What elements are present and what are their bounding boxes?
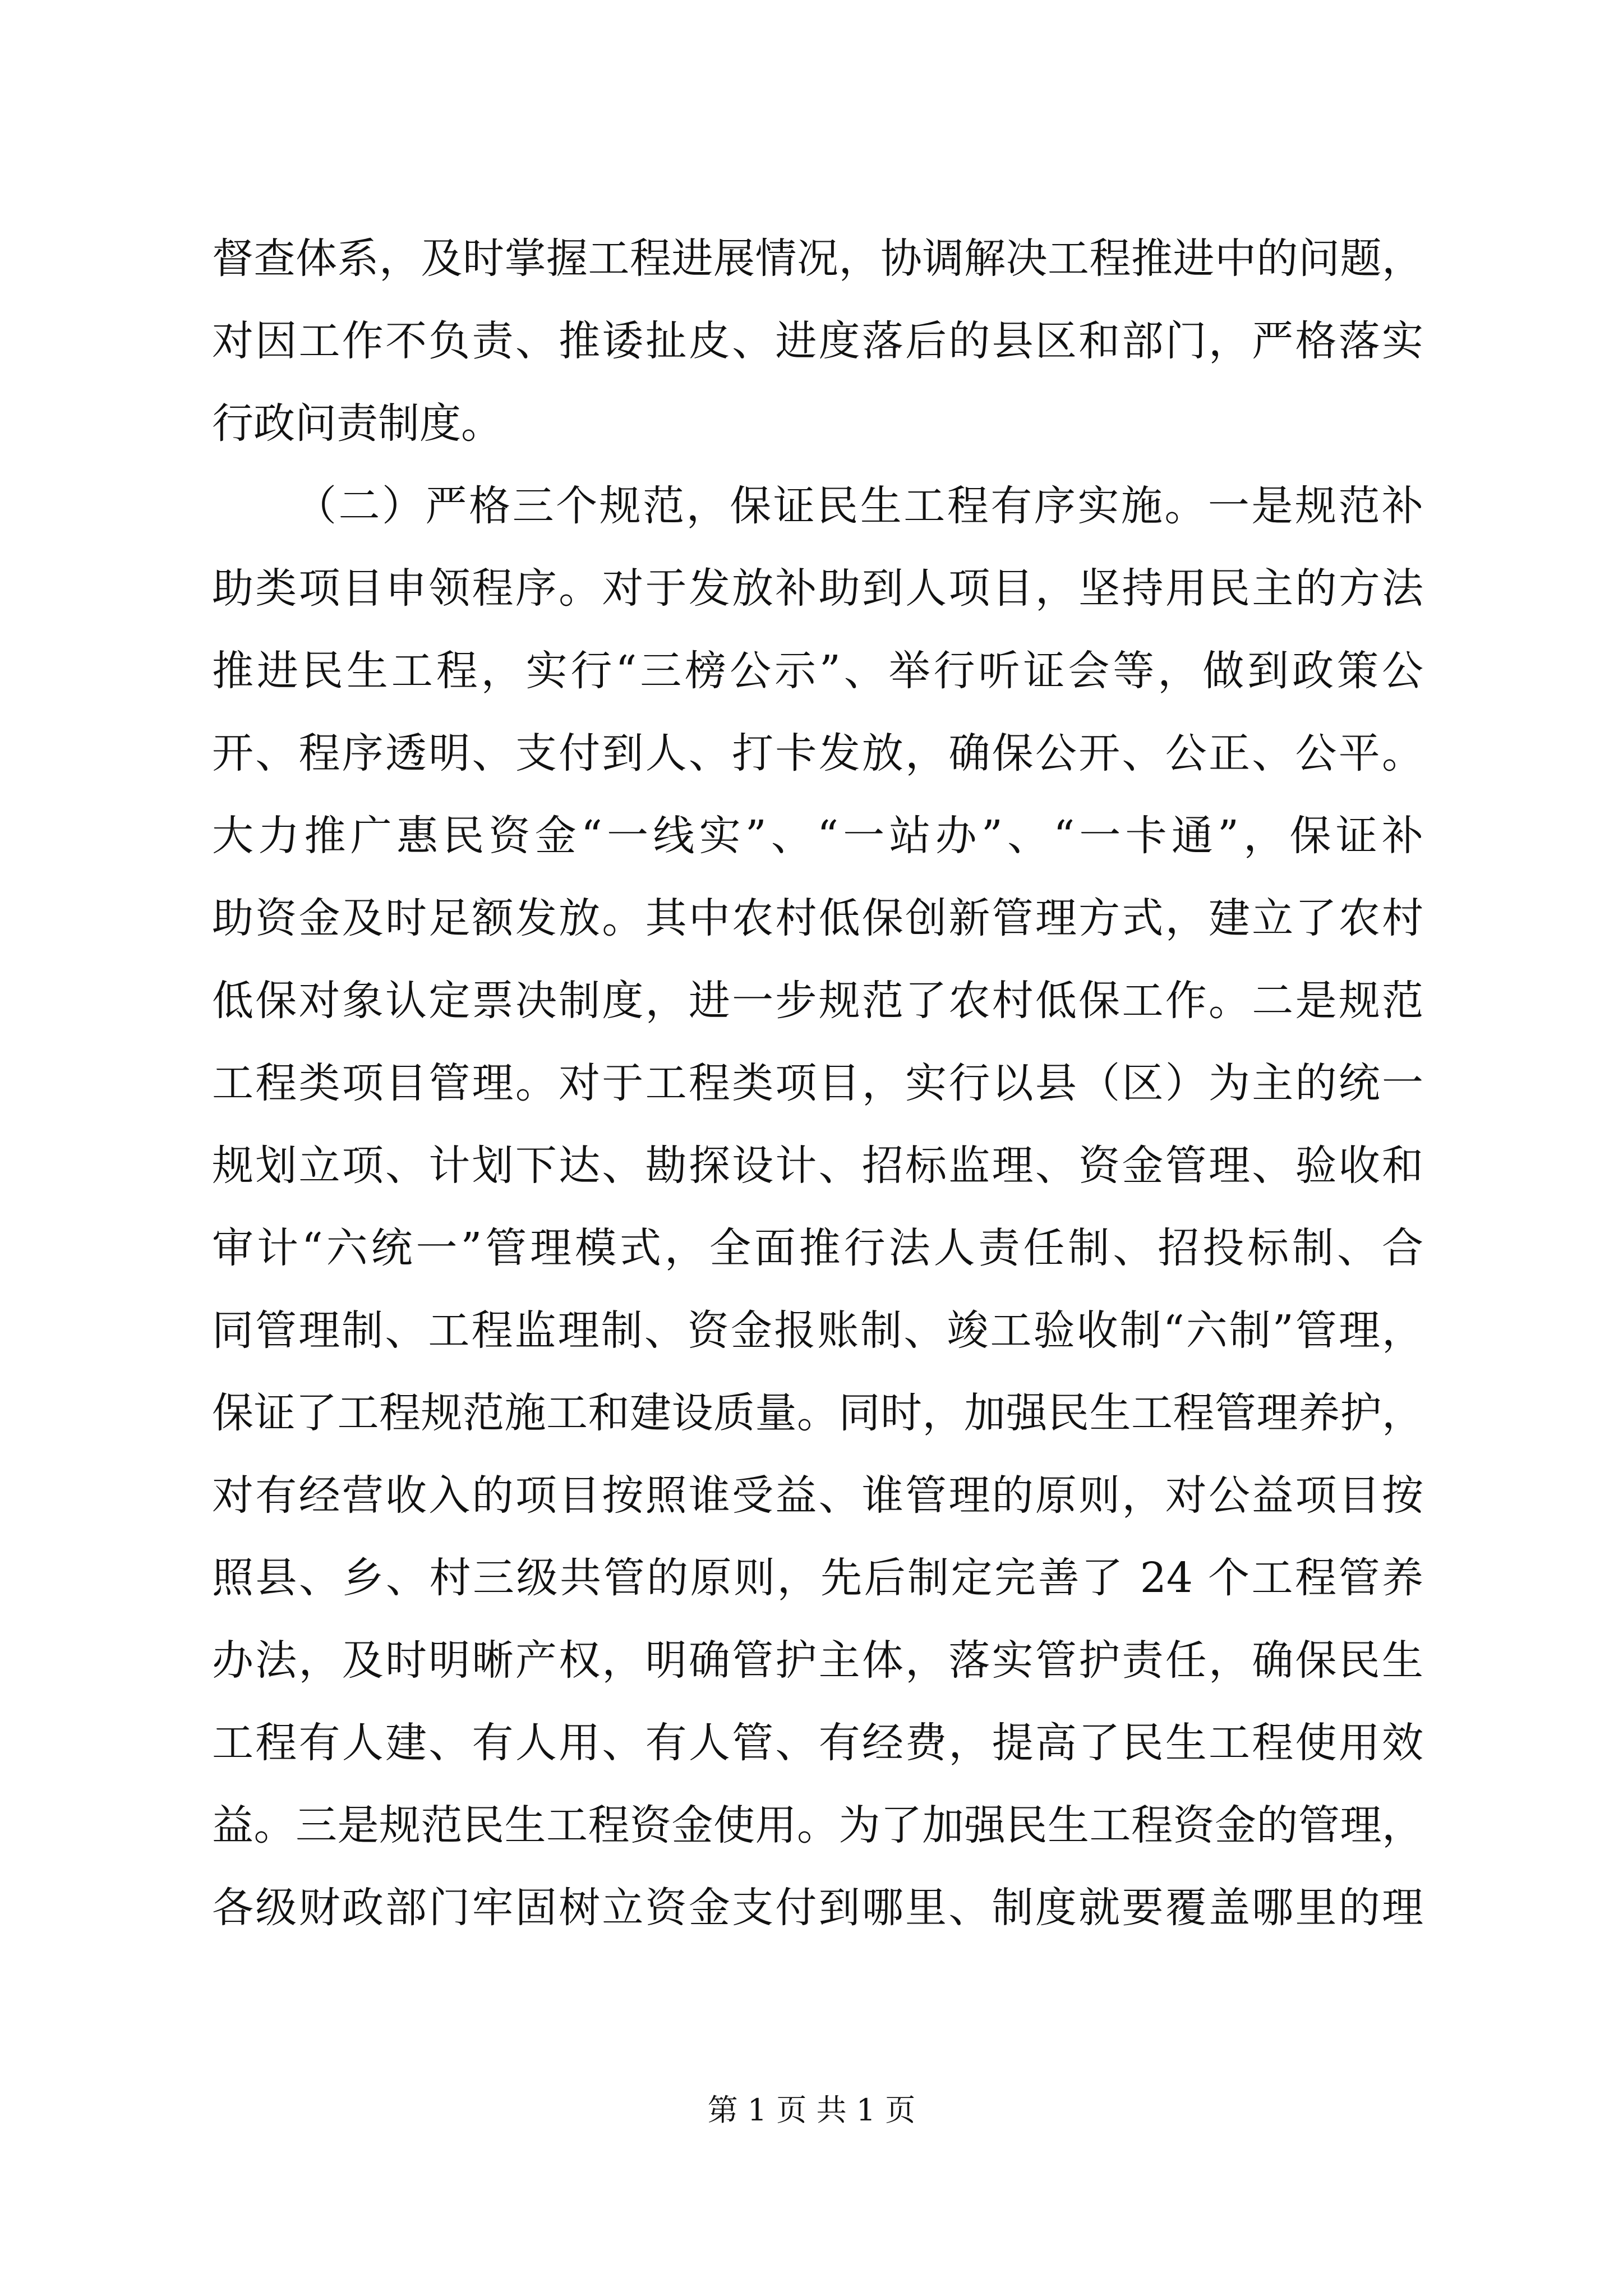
text-line: 办法，及时明晰产权，明确管护主体，落实管护责任，确保民生 [212,1636,1423,1685]
text-line: 行政问责制度。 [212,399,502,448]
text-line: 低保对象认定票决制度，进一步规范了农村低保工作。二是规范 [212,977,1423,1025]
text-line: 推进民生工程，实行“三榜公示”、举行听证会等，做到政策公 [212,647,1423,695]
text-line: 对有经营收入的项目按照谁受益、谁管理的原则，对公益项目按 [212,1471,1423,1520]
text-line: 对因工作不负责、推诿扯皮、进度落后的县区和部门，严格落实 [212,317,1423,365]
document-body [212,218,1423,1949]
text-line: 工程有人建、有人用、有人管、有经费，提高了民生工程使用效 [212,1719,1423,1767]
page-footer: 第 1 页 共 1 页 [707,2092,916,2128]
text-line: 督查体系，及时掌握工程进展情况，协调解决工程推进中的问题， [212,234,1423,283]
text-line: 助资金及时足额发放。其中农村低保创新管理方式，建立了农村 [212,894,1423,942]
text-line: 同管理制、工程监理制、资金报账制、竣工验收制“六制”管理， [212,1306,1423,1355]
paragraph-start-line: （二）严格三个规范，保证民生工程有序实施。一是规范补 [295,482,1423,530]
text-line: 工程类项目管理。对于工程类项目，实行以县（区）为主的统一 [212,1059,1423,1107]
text-line: 助类项目申领程序。对于发放补助到人项目，坚持用民主的方法 [212,564,1423,613]
text-line: 开、程序透明、支付到人、打卡发放，确保公开、公正、公平。 [212,729,1423,777]
text-line: 益。三是规范民生工程资金使用。为了加强民生工程资金的管理， [212,1801,1423,1849]
text-line: 照县、乡、村三级共管的原则，先后制定完善了 24 个工程管养 [212,1554,1423,1602]
text-line: 大力推广惠民资金“一线实”、“一站办”、“一卡通”，保证补 [212,812,1423,860]
text-line: 审计“六统一”管理模式，全面推行法人责任制、招投标制、合 [212,1224,1423,1272]
text-line: 规划立项、计划下达、勘探设计、招标监理、资金管理、验收和 [212,1142,1423,1190]
text-line: 各级财政部门牢固树立资金支付到哪里、制度就要覆盖哪里的理 [212,1884,1423,1932]
text-line: 保证了工程规范施工和建设质量。同时，加强民生工程管理养护， [212,1389,1423,1437]
